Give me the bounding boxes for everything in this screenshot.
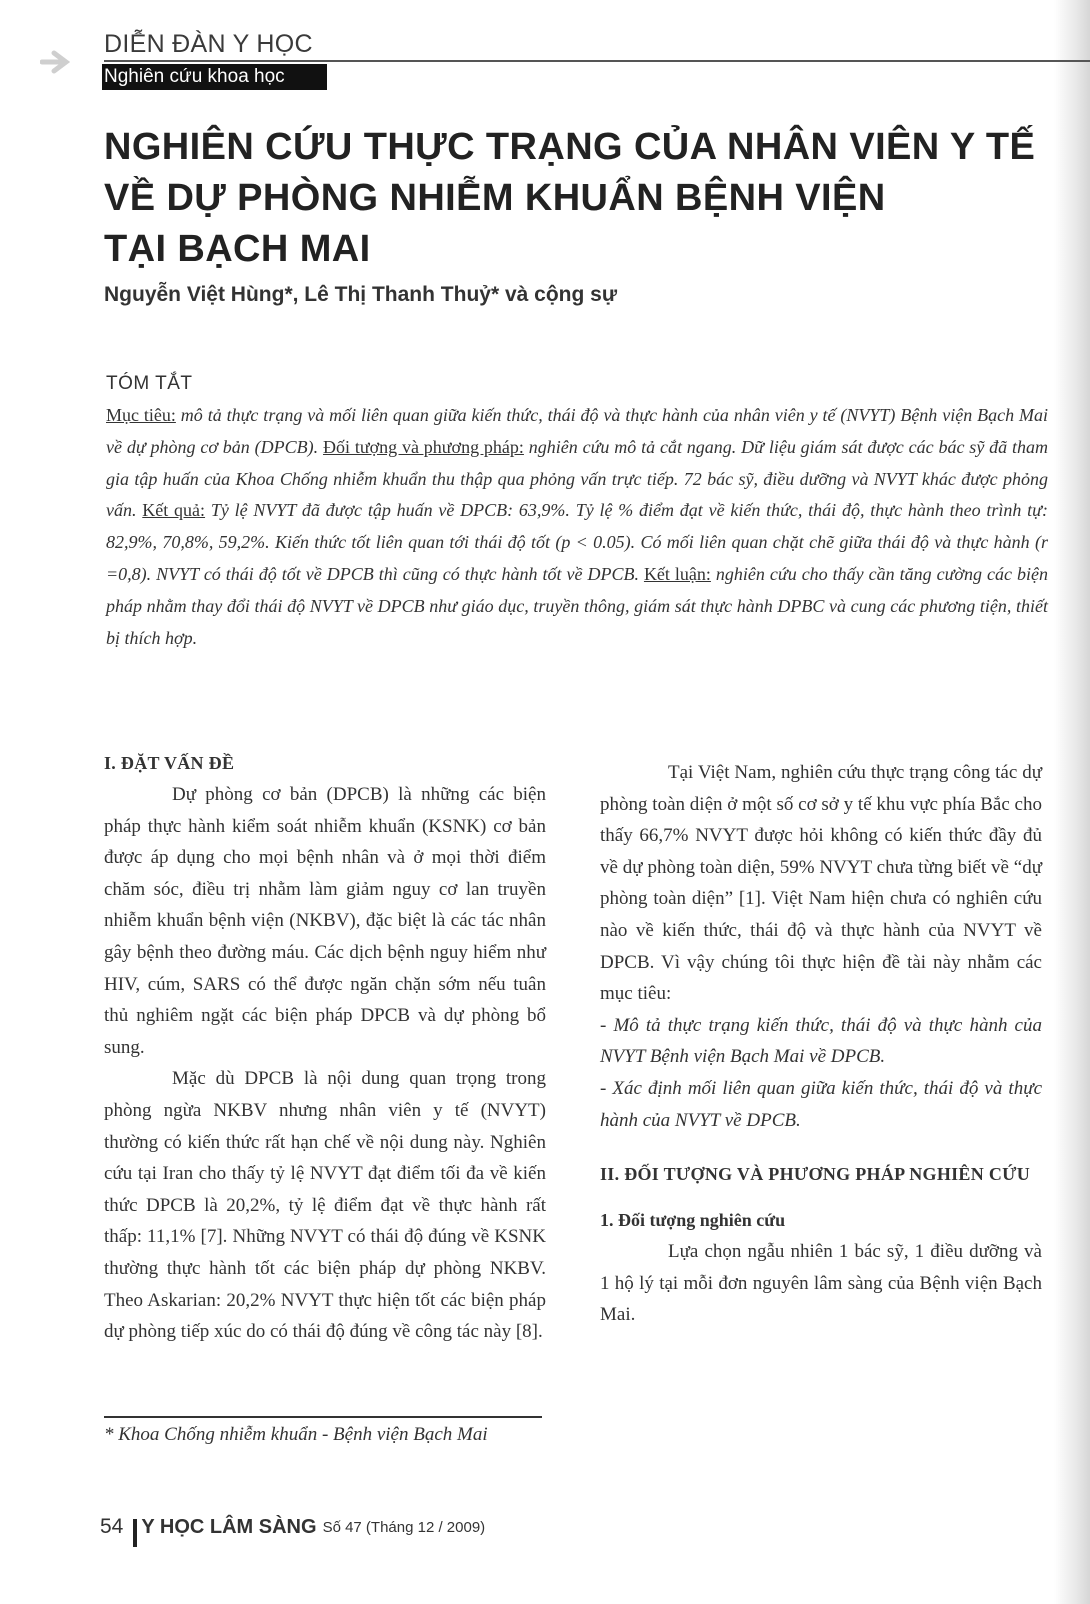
- article-title: [104, 122, 1064, 275]
- page-number: 54: [100, 1515, 124, 1538]
- methods-text: nghiên cứu mô tả cắt ngang. Dữ liệu giám sát được các bác sỹ đã tham gia tập huấn của Khoa Chống nhiễm khuẩn thu thập qua phỏng vấn trực tiếp. 72 bác sỹ, điều dưỡng và NVYT khác được phỏng vấn.: [106, 436, 1049, 521]
- conclusion-label: Kết luận:: [643, 563, 711, 584]
- title-line: VỀ DỰ PHÒNG NHIỄM KHUẨN BỆNH VIỆN: [104, 177, 886, 219]
- section-heading: II. ĐỐI TƯỢNG VÀ PHƯƠNG PHÁP NGHIÊN CỨU: [600, 1164, 1031, 1185]
- arrow-decoration-icon: [40, 47, 74, 77]
- left-column: [104, 748, 546, 1348]
- footer-divider: [133, 1519, 137, 1547]
- footnote-rule: [104, 1416, 542, 1418]
- page-footer: [100, 1513, 485, 1541]
- title-line: TẠI BẠCH MAI: [104, 228, 371, 270]
- results-label: Kết quả:: [142, 500, 206, 521]
- footnote: * Khoa Chống nhiễm khuẩn - Bệnh viện Bạch Mai: [104, 1424, 488, 1445]
- subsection-label: Nghiên cứu khoa học: [102, 64, 327, 90]
- journal-name: Y HỌC LÂM SÀNG: [141, 1515, 317, 1538]
- authors: Nguyễn Việt Hùng*, Lê Thị Thanh Thuỷ* và cộng sự: [104, 283, 618, 306]
- title-line: NGHIÊN CỨU THỰC TRẠNG CỦA NHÂN VIÊN Y TẾ: [104, 126, 1036, 168]
- methods-label: Đối tượng và phương pháp:: [322, 436, 524, 457]
- subsection-heading: 1. Đối tượng nghiên cứu: [600, 1210, 786, 1231]
- paragraph: Mặc dù DPCB là nội dung quan trọng trong phòng ngừa NKBV nhưng nhân viên y tế (NVYT) thường có kiến thức rất hạn chế về nội dung này. Nghiên cứu tại Iran cho thấy tỷ lệ NVYT đạt điểm tối đa về kiến thức DPCB là 20,2%, tỷ lệ điểm đạt về thực hành rất thấp: 11,1% [7]. Những NVYT có thái độ đúng về KSNK thường thực hành tốt các biện pháp dự phòng NKBV. Theo Askarian: 20,2% NVYT thực hiện tốt các biện pháp dự phòng tiếp xúc do có thái độ đúng về công tác này [8].: [104, 1068, 546, 1343]
- objective-text: mô tả thực trạng và mối liên quan giữa kiến thức, thái độ và thực hành của nhân viên y tế (NVYT) Bệnh viện Bạch Mai về dự phòng cơ bản (DPCB).: [106, 405, 1048, 457]
- section-label: DIỄN ĐÀN Y HỌC: [104, 30, 313, 58]
- objective-item: - Xác định mối liên quan giữa kiến thức, thái độ và thực hành của NVYT về DPCB.: [600, 1077, 1042, 1131]
- conclusion-text: nghiên cứu cho thấy cần tăng cường các biện pháp nhằm thay đổi thái độ NVYT về DPCB như giáo dục, truyền thông, giám sát thực hành DPBC và cung các phương tiện, thiết bị thích hợp.: [106, 563, 1048, 648]
- section-heading: I. ĐẶT VẤN ĐỀ: [104, 753, 235, 773]
- results-text: Tỷ lệ NVYT đã được tập huấn về DPCB: 63,9%. Tỷ lệ % điểm đạt về kiến thức, thái độ, thực hành theo trình tự: 82,9%, 70,8%, 59,2%. Kiến thức tốt liên quan tới thái độ tốt (p < 0.05). Có mối liên quan chặt chẽ giữa thái độ và thực hành (r =0,8). NVYT có thái độ tốt về DPCB thì cũng có thực hành tốt về DPCB.: [106, 500, 1048, 584]
- paragraph: Lựa chọn ngẫu nhiên 1 bác sỹ, 1 điều dưỡng và 1 hộ lý tại mỗi đơn nguyên lâm sàng của Bệnh viện Bạch Mai.: [600, 1241, 1042, 1326]
- paragraph: Tại Việt Nam, nghiên cứu thực trạng công tác dự phòng toàn diện ở một số cơ sở y tế khu vực phía Bắc cho thấy 66,7% NVYT được hỏi không có kiến thức đầy đủ về dự phòng toàn diện, 59% NVYT chưa từng biết về “dự phòng toàn diện” [1]. Việt Nam hiện chưa có nghiên cứu nào về kiến thức, thái độ và thực hành của NVYT về DPCB. Vì vậy chúng tôi thực hiện đề tài này nhằm các mục tiêu:: [600, 762, 1042, 1005]
- objective-label: Mục tiêu:: [106, 405, 176, 425]
- abstract-heading: TÓM TẮT: [106, 373, 193, 394]
- paragraph: Dự phòng cơ bản (DPCB) là những các biện pháp thực hành kiểm soát nhiễm khuẩn (KSNK) cơ bản được áp dụng cho mọi bệnh nhân và ở mọi thời điểm chăm sóc, điều trị nhằm làm giảm nguy cơ lan truyền nhiễm khuẩn bệnh viện (NKBV), đặc biệt là các tác nhân gây bệnh theo đường máu. Các dịch bệnh nguy hiểm như HIV, cúm, SARS có thể được ngăn chặn sớm nếu tuân thủ nghiêm ngặt các biện pháp DPCB và dự phòng bổ sung.: [104, 784, 546, 1058]
- right-column: [600, 757, 1042, 1331]
- issue-info: Số 47 (Tháng 12 / 2009): [322, 1518, 486, 1536]
- abstract-body: [106, 400, 1048, 654]
- header-rule: [104, 60, 1090, 62]
- objective-item: - Mô tả thực trạng kiến thức, thái độ và thực hành của NVYT Bệnh viện Bạch Mai về DPCB.: [600, 1014, 1042, 1068]
